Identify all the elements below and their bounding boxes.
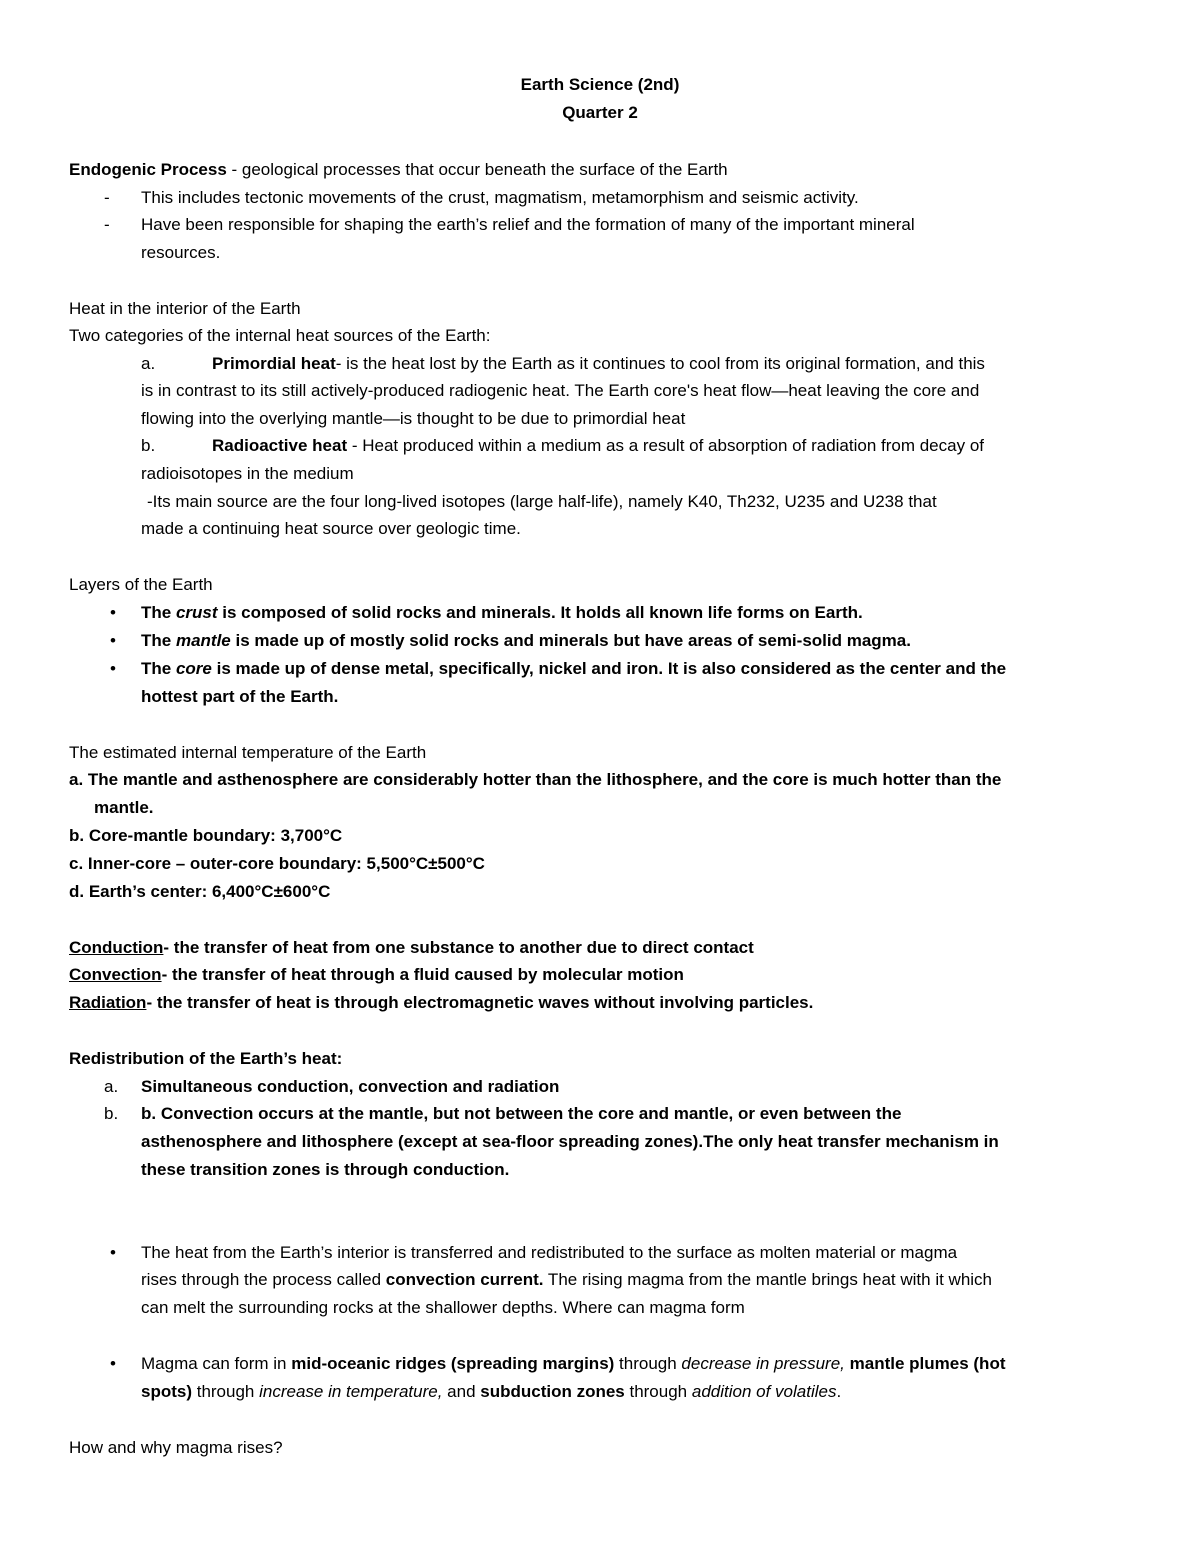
document-title: Earth Science (2nd) [520, 75, 680, 94]
temperature-a-line-2: mantle. [94, 798, 154, 817]
heat-a-line-1: Primordial heat- is the heat lost by the Earth as it continues to cool from its original formation, and this [212, 354, 985, 373]
magma-p1-line-1: The heat from the Earth’s interior is transferred and redistributed to the surface as molten material or magma [141, 1243, 958, 1262]
layers-heading: Layers of the Earth [69, 575, 213, 594]
convection-term: Convection [69, 965, 162, 984]
endogenic-dash-2: - [104, 215, 110, 234]
temperature-a-line-1: a. The mantle and asthenosphere are considerably hotter than the lithosphere, and the core is much hotter than the [69, 770, 1002, 789]
magma-p1-line-2: rises through the process called convection current. The rising magma from the mantle brings heat with it which [141, 1270, 993, 1289]
layers-crust: The crust is composed of solid rocks and minerals. It holds all known life forms on Earth. [141, 603, 863, 622]
endogenic-item-1: This includes tectonic movements of the crust, magmatism, metamorphism and seismic activity. [141, 188, 859, 207]
redistribution-a-marker: a. [104, 1077, 119, 1096]
magma-bullet-1: • [110, 1243, 116, 1262]
primordial-heat-term: Primordial heat [212, 354, 336, 373]
redistribution-b-marker: b. [104, 1104, 119, 1123]
crust-word: crust [175, 603, 218, 622]
redistribution-b-line-1: b. Convection occurs at the mantle, but not between the core and mantle, or even between the [141, 1104, 902, 1123]
mantle-word: mantle [175, 631, 231, 650]
temperature-b: b. Core-mantle boundary: 3,700°C [69, 826, 343, 845]
core-word: core [175, 659, 212, 678]
redistribution-b-line-2: asthenosphere and lithosphere (except at sea-floor spreading zones).The only heat transfer mechanism in [141, 1132, 999, 1151]
temperature-d: d. Earth’s center: 6,400°C±600°C [69, 882, 331, 901]
layers-bullet-1: • [110, 603, 116, 622]
layers-mantle: The mantle is made up of mostly solid rocks and minerals but have areas of semi-solid magma. [141, 631, 911, 650]
radioactive-heat-term: Radioactive heat [212, 436, 348, 455]
radiation-definition: Radiation- the transfer of heat is through electromagnetic waves without involving particles. [69, 993, 814, 1012]
heat-b-line-2: radioisotopes in the medium [141, 464, 354, 483]
heat-a-line-2: is in contrast to its still actively-produced radiogenic heat. The Earth core's heat flow—heat leaving the core and [141, 381, 980, 400]
heat-b-line-3: -Its main source are the four long-lived isotopes (large half-life), namely K40, Th232, U235 and U238 that [147, 492, 937, 511]
heat-a-marker: a. [141, 354, 156, 373]
layers-bullet-2: • [110, 631, 116, 650]
magma-bullet-2: • [110, 1354, 116, 1373]
endogenic-term: Endogenic Process [69, 160, 227, 179]
temperature-heading: The estimated internal temperature of the Earth [69, 743, 427, 762]
heat-intro: Two categories of the internal heat sources of the Earth: [69, 326, 491, 345]
layers-core-line-1: The core is made up of dense metal, specifically, nickel and iron. It is also considered as the center and the [141, 659, 1007, 678]
heat-heading: Heat in the interior of the Earth [69, 299, 301, 318]
convection-definition: Convection- the transfer of heat through a fluid caused by molecular motion [69, 965, 684, 984]
redistribution-heading: Redistribution of the Earth’s heat: [69, 1049, 343, 1068]
radiation-term: Radiation [69, 993, 147, 1012]
magma-p2-line-2: spots) through increase in temperature, and subduction zones through addition of volatiles. [141, 1382, 842, 1401]
heat-b-line-1: Radioactive heat - Heat produced within a medium as a result of absorption of radiation from decay of [212, 436, 984, 455]
magma-question: How and why magma rises? [69, 1438, 283, 1457]
conduction-definition: Conduction- the transfer of heat from one substance to another due to direct contact [69, 938, 754, 957]
layers-bullet-3: • [110, 659, 116, 678]
endogenic-item-2-line-2: resources. [141, 243, 221, 262]
magma-p2-line-1: Magma can form in mid-oceanic ridges (spreading margins) through decrease in pressure, mantle plumes (hot [141, 1354, 1006, 1373]
layers-core-line-2: hottest part of the Earth. [141, 687, 339, 706]
document-subtitle: Quarter 2 [562, 103, 638, 122]
magma-p1-line-3: can melt the surrounding rocks at the shallower depths. Where can magma form [141, 1298, 745, 1317]
heat-a-line-3: flowing into the overlying mantle—is thought to be due to primordial heat [141, 409, 686, 428]
heat-b-line-4: made a continuing heat source over geologic time. [141, 519, 521, 538]
endogenic-item-2-line-1: Have been responsible for shaping the earth’s relief and the formation of many of the important mineral [141, 215, 915, 234]
redistribution-b-line-3: these transition zones is through conduction. [141, 1160, 510, 1179]
convection-current-term: convection current. [385, 1270, 544, 1289]
endogenic-definition: Endogenic Process - geological processes that occur beneath the surface of the Earth [69, 160, 728, 179]
endogenic-dash-1: - [104, 188, 110, 207]
heat-b-marker: b. [141, 436, 156, 455]
temperature-c: c. Inner-core – outer-core boundary: 5,500°C±500°C [69, 854, 485, 873]
conduction-term: Conduction [69, 938, 164, 957]
redistribution-a-text: Simultaneous conduction, convection and radiation [141, 1077, 560, 1096]
